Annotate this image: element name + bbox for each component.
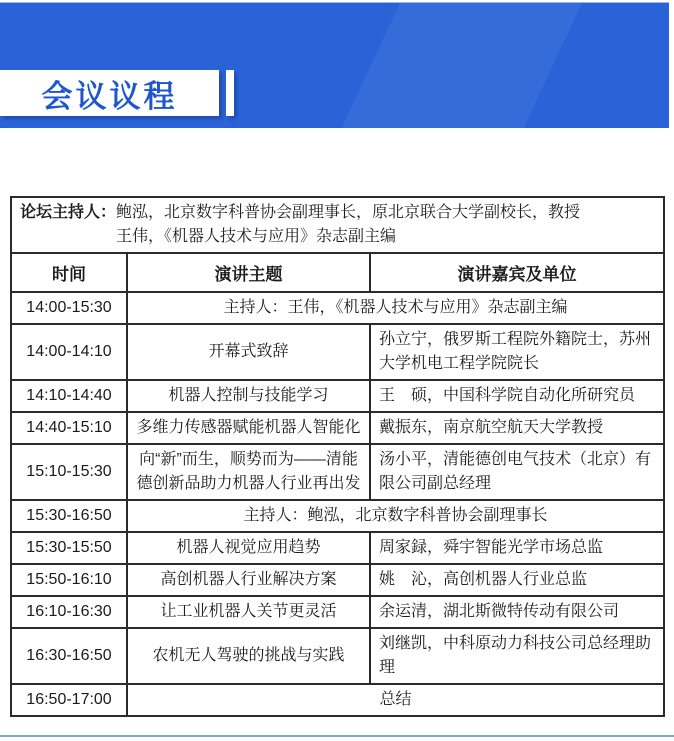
column-header-time: 时间 (11, 253, 127, 292)
header-banner (0, 2, 669, 128)
speaker-cell: 戴振东，南京航空航天大学教授 (370, 412, 664, 444)
table-row (11, 564, 664, 596)
speaker-cell: 王 硕，中国科学院自动化所研究员 (370, 380, 664, 412)
title-box (0, 70, 219, 116)
time-cell: 16:10-16:30 (11, 596, 127, 628)
table-row (11, 292, 664, 324)
speaker-cell: 孙立宁，俄罗斯工程院外籍院士，苏州大学机电工程学院院长 (370, 324, 664, 380)
merged-cell: 主持人：王伟，《机器人技术与应用》杂志副主编 (127, 292, 664, 324)
footer-divider (0, 735, 674, 737)
table-row (11, 532, 664, 564)
table-row (11, 500, 664, 532)
merged-cell: 主持人：鲍泓，北京数字科普协会副理事长 (127, 500, 664, 532)
table-row (11, 412, 664, 444)
topic-cell: 机器人控制与技能学习 (127, 380, 370, 412)
table-row (11, 380, 664, 412)
table-row (11, 684, 664, 716)
topic-cell: 农机无人驾驶的挑战与实践 (127, 628, 370, 684)
header-row (11, 253, 664, 292)
title-accent-bar (226, 70, 234, 116)
table-row (11, 628, 664, 684)
topic-cell: 高创机器人行业解决方案 (127, 564, 370, 596)
column-header-speaker: 演讲嘉宾及单位 (370, 253, 664, 292)
time-cell: 15:10-15:30 (11, 444, 127, 500)
host-info-row (11, 197, 664, 253)
table-row (11, 444, 664, 500)
time-cell: 15:30-16:50 (11, 500, 127, 532)
speaker-cell: 姚 沁，高创机器人行业总监 (370, 564, 664, 596)
time-cell: 14:00-15:30 (11, 292, 127, 324)
topic-cell: 开幕式致辞 (127, 324, 370, 380)
agenda-table (10, 196, 665, 717)
page-title: 会议议程 (41, 78, 178, 114)
host-line1-text: 鲍泓，北京数字科普协会副理事长，原北京联合大学副校长，教授 (116, 204, 581, 221)
time-cell: 15:50-16:10 (11, 564, 127, 596)
column-header-topic: 演讲主题 (127, 253, 370, 292)
time-cell: 14:40-15:10 (11, 412, 127, 444)
table-row (11, 324, 664, 380)
topic-cell: 让工业机器人关节更灵活 (127, 596, 370, 628)
host-line2-text: 王伟，《机器人技术与应用》杂志副主编 (116, 228, 397, 245)
time-cell: 16:50-17:00 (11, 684, 127, 716)
host-label: 论坛主持人： (20, 204, 117, 221)
topic-cell: 向“新”而生，顺势而为——清能德创新品助力机器人行业再出发 (127, 444, 370, 500)
time-cell: 15:30-15:50 (11, 532, 127, 564)
topic-cell: 机器人视觉应用趋势 (127, 532, 370, 564)
forum-host-info (11, 197, 664, 253)
time-cell: 14:10-14:40 (11, 380, 127, 412)
table-row (11, 596, 664, 628)
agenda-body (11, 197, 664, 716)
speaker-cell: 汤小平，清能德创电气技术（北京）有限公司副总经理 (370, 444, 664, 500)
topic-cell: 多维力传感器赋能机器人智能化 (127, 412, 370, 444)
host-line-1 (20, 201, 655, 225)
time-cell: 16:30-16:50 (11, 628, 127, 684)
speaker-cell: 周家録，舜宇智能光学市场总监 (370, 532, 664, 564)
speaker-cell: 刘继凯，中科原动力科技公司总经理助理 (370, 628, 664, 684)
merged-cell: 总结 (127, 684, 664, 716)
speaker-cell: 余运清，湖北斯微特传动有限公司 (370, 596, 664, 628)
time-cell: 14:00-14:10 (11, 324, 127, 380)
